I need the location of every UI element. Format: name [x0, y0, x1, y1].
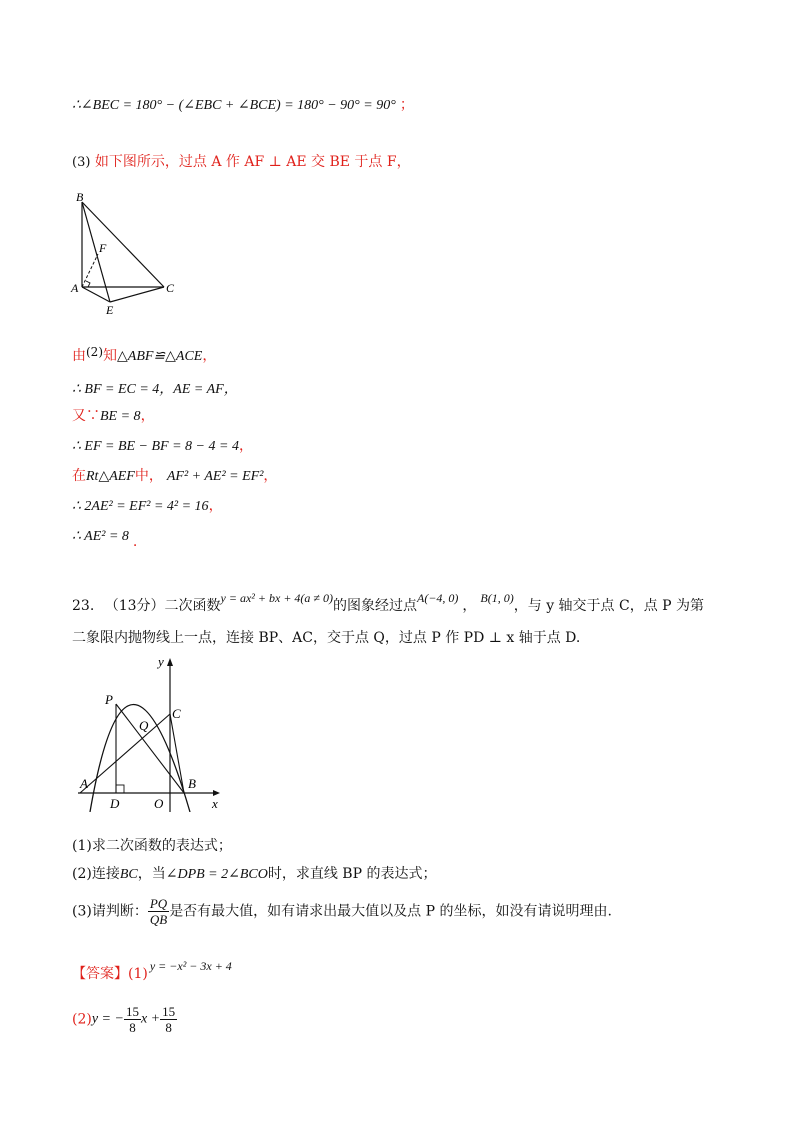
fig2-label-y: y [158, 654, 164, 669]
sub1-text: (1)求二次函数的表达式； [72, 838, 232, 854]
ef-end: ， [238, 438, 253, 454]
sub2-angle: ∠DPB = 2∠BCO [165, 867, 268, 882]
solution-line-bf [72, 380, 238, 400]
congruent-end: ， [202, 348, 217, 364]
question-23-line1 [72, 588, 704, 616]
be-equation: BE = 8 [100, 409, 141, 424]
intersects-y: ，与 y 轴交于点 C，点 P 为第 [513, 598, 705, 614]
part3-text: 如下图所示，过点 A 作 AF ⊥ AE 交 BE 于点 F， [94, 154, 411, 170]
fig2-label-O: O [154, 796, 164, 811]
frac-den: QB [149, 912, 168, 927]
sub2-c: ，当 [137, 866, 166, 882]
fig1-label-F: F [99, 241, 107, 255]
fig2-label-A: A [80, 776, 88, 791]
solution-line-ef [72, 436, 253, 457]
fig2-label-P: P [105, 692, 113, 707]
answer-2 [72, 1004, 177, 1035]
fig2-label-Q: Q [139, 718, 149, 733]
question-number: 23. [72, 598, 95, 614]
fig2-label-D: D [110, 796, 120, 811]
fig2-label-B: B [188, 776, 196, 791]
fig1-label-C: C [166, 281, 175, 295]
subquestion-3 [72, 896, 612, 927]
point-b: B(1, 0) [480, 591, 514, 605]
answer-2-mid: x + [140, 1011, 161, 1027]
subquestion-2 [72, 864, 436, 885]
pq-over-qb-fraction [148, 896, 169, 927]
solution-line-be [72, 406, 155, 427]
zhi-text: 知 [103, 348, 117, 364]
figure-parabola [72, 652, 232, 812]
fig2-label-x: x [212, 796, 218, 811]
pythagoras-equation: AF² + AE² = EF² [166, 469, 264, 484]
point-a: A(−4, 0) [417, 591, 459, 605]
sub2-bc: BC [119, 867, 138, 882]
part3-heading [72, 152, 411, 173]
frac-num: PQ [149, 896, 168, 911]
2ae-end: ， [208, 498, 223, 514]
answer-2-frac1 [124, 1004, 141, 1035]
comma-sep: ， [462, 598, 477, 614]
zai-text: 在 [72, 468, 86, 484]
frac1-den: 8 [129, 1020, 136, 1035]
frac2-den: 8 [165, 1020, 172, 1035]
you-text: 由 [72, 348, 86, 364]
pythagoras-end: ， [263, 468, 278, 484]
solution-line-bec [72, 96, 414, 116]
fig1-label-A: A [71, 281, 79, 295]
also-because: 又∵ [72, 408, 100, 424]
answer-1 [72, 956, 232, 984]
sub3-b: 是否有最大值，如有请求出最大值以及点 P 的坐标，如没有请说明理由. [169, 903, 612, 920]
figure-triangle-abc [68, 192, 188, 318]
question-score: （13分）二次函数 [104, 598, 221, 614]
subquestion-1 [72, 836, 232, 856]
ef-equation: ∴ EF = BE − BF = 8 − 4 = 4 [72, 439, 239, 454]
answer-1-label: (1) [128, 966, 148, 982]
congruent-math: △ABF≌△ACE [117, 349, 203, 364]
answer-2-lhs: y = − [91, 1011, 124, 1027]
frac1-num: 15 [125, 1004, 139, 1019]
ae-end: . [132, 534, 138, 550]
you-ref: (2) [86, 345, 103, 359]
question-text-2: 二象限内抛物线上一点，连接 BP、AC，交于点 Q，过点 P 作 PD ⊥ x 轴于点 D. [72, 630, 581, 646]
rt-triangle: Rt△AEF [86, 469, 135, 484]
bec-equation: ∴∠BEC = 180° − (∠EBC + ∠BCE) = 180° − 90° = 90° [72, 98, 396, 113]
ae-equation: ∴ AE² = 8 [72, 529, 129, 544]
quadratic-function: y = ax² + bx + 4(a ≠ 0) [220, 591, 333, 605]
sub2-e: 时，求直线 BP 的表达式； [267, 866, 437, 882]
bec-end: ； [399, 98, 414, 113]
part3-label: (3) [72, 155, 91, 170]
answer-tag: 【答案】 [72, 966, 128, 982]
answer-1-expr: y = −x² − 3x + 4 [149, 959, 232, 973]
answer-2-label: (2) [72, 1011, 92, 1028]
solution-line-congruent [72, 342, 216, 367]
fig1-label-E: E [106, 303, 114, 317]
solution-line-ae [72, 526, 137, 552]
fig1-label-B: B [76, 192, 84, 204]
answer-2-frac2 [160, 1004, 177, 1035]
passes-through: 的图象经过点 [333, 598, 417, 614]
zhong-text: 中， [134, 468, 163, 484]
question-23-line2 [72, 628, 580, 648]
bf-equation: ∴ BF = EC = 4，AE = AF， [72, 382, 238, 397]
solution-line-2ae [72, 496, 223, 517]
be-end: ， [140, 408, 155, 424]
solution-line-pythagoras [72, 466, 277, 487]
frac2-num: 15 [162, 1004, 176, 1019]
sub3-a: (3)请判断： [72, 903, 148, 920]
fig2-label-C: C [172, 706, 181, 721]
2ae-equation: ∴ 2AE² = EF² = 4² = 16 [72, 499, 209, 514]
sub2-a: (2)连接 [72, 866, 120, 882]
